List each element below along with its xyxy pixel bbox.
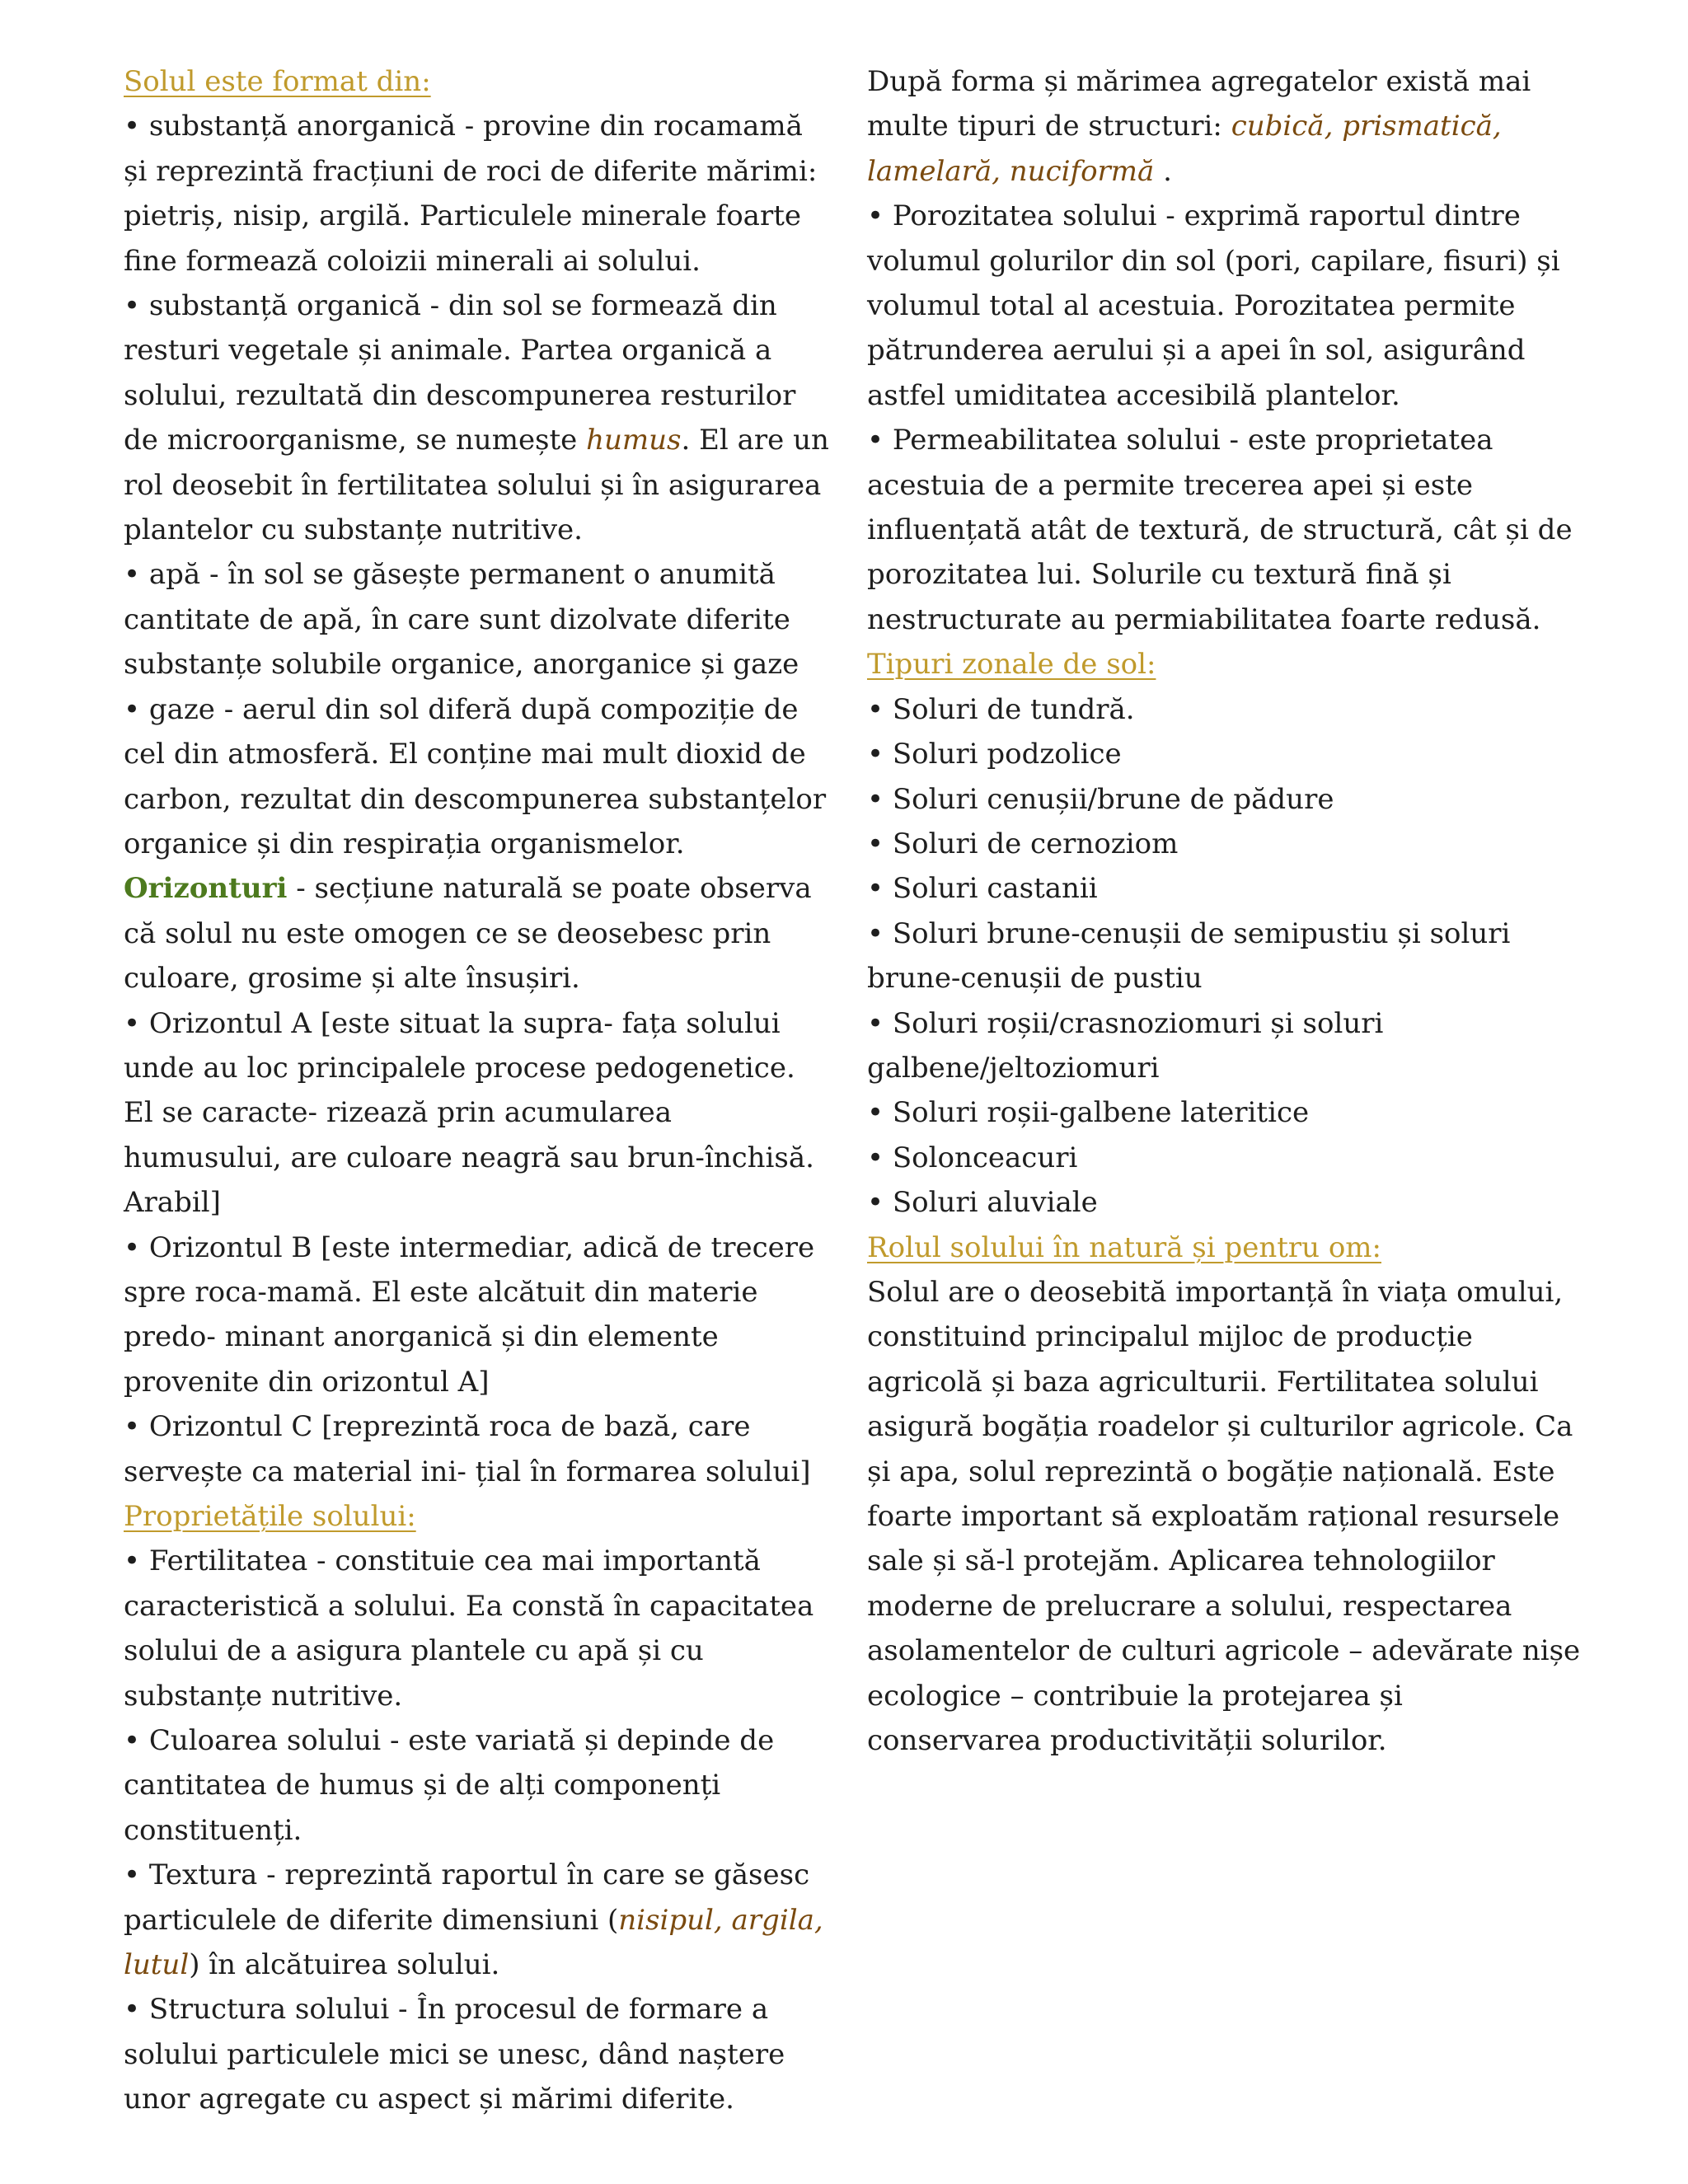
list-item: • Soluri podzolice xyxy=(867,738,1122,771)
organic-text-b: . El are un rol deosebit în fertilitatea solului și în asigurarea plantelor cu substanțe nutritive. xyxy=(124,424,829,547)
highlight-texture-components: nisipul, argila, lutul xyxy=(124,1903,823,1982)
paragraph-horizon-b: • Orizontul B [este intermediar, adică de trecere spre roca-mamă. El este alcătuit din materie predo- minant anorganică și din elemente provenite din orizontul A] xyxy=(124,1230,815,1399)
term-orizonturi: Orizonturi xyxy=(124,872,288,906)
paragraph-gases: • gaze - aerul din sol diferă după compoziție de cel din atmosferă. El conține mai mult dioxid de carbon, rezultat din descompunerea substanțelor organice și din respirația organismelor. xyxy=(124,692,827,860)
horizons-text: - secțiune naturală se poate observa că solul nu este omogen ce se deosebesc prin culoare, grosime și alte însușiri. xyxy=(124,872,812,996)
list-item: • Soluri de cernoziom xyxy=(867,827,1179,860)
highlight-structure-types: cubică, prismatică, lamelară, nuciformă xyxy=(867,110,1502,188)
paragraph-organic-substance xyxy=(124,284,832,552)
paragraph-color: • Culoarea solului - este variată și depinde de cantitatea de humus și de alți componenți constituenți. xyxy=(124,1724,775,1847)
left-column xyxy=(124,59,832,2122)
paragraph-fertility: • Fertilitatea - constituie cea mai importantă caracteristică a solului. Ea constă în capacitatea solului de a asigura plantele cu apă și cu substanțe nutritive. xyxy=(124,1544,814,1713)
texture-text-b: ) în alcătuirea solului. xyxy=(189,1948,500,1982)
highlight-humus: humus xyxy=(586,424,682,457)
list-item: • Soluri de tundră. xyxy=(867,692,1135,726)
structure-types-text-a: După forma și mărimea agregatelor există mai multe tipuri de structuri: xyxy=(867,65,1531,143)
paragraph-horizons xyxy=(124,866,832,1001)
paragraph-soil-role: Solul are o deosebită importanță în viața omului, constituind principalul mijloc de producție agricolă și baza agriculturii. Fertilitatea solului asigură bogăția roadelor și culturilor agricole. Ca și apa, solul reprezintă o bogăție națională. Este foarte important să exploatăm rațional resursele sale și să-l protejăm. Aplicarea tehnologiilor moderne de prelucrare a solului, respectarea asolamentelor de culturi agricole – adevărate nișe ecologice – contribuie la protejarea și conservarea productivității solurilor. xyxy=(867,1275,1581,1758)
paragraph-horizon-c: • Orizontul C [reprezintă roca de bază, care servește ca material ini- țial în formarea solului] xyxy=(124,1410,811,1488)
list-item: • Solonceacuri xyxy=(867,1141,1078,1174)
heading-zonal-soil-types: Tipuri zonale de sol: xyxy=(867,648,1156,682)
paragraph-inorganic-substance: • substanță anorganică - provine din rocamamă și reprezintă fracțiuni de roci de diferite mărimi: pietriș, nisip, argilă. Particulele minerale foarte fine formează coloizii minerali ai solului. xyxy=(124,110,818,278)
heading-soil-properties: Proprietățile solului: xyxy=(124,1500,416,1533)
paragraph-texture xyxy=(124,1853,832,1987)
paragraph-permeability: • Permeabilitatea solului - este proprietatea acestuia de a permite trecerea apei și este influențată atât de textură, de structură, cât și de porozitatea lui. Solurile cu textură fină și nestructurate au permiabilitatea foarte redusă. xyxy=(867,424,1573,636)
organic-text-a: • substanță organică - din sol se formează din resturi vegetale și animale. Partea organică a solului, rezultată din descompunerea resturilor de microorganisme, se numește xyxy=(124,289,796,457)
paragraph-structure-types xyxy=(867,59,1584,194)
soil-types-list xyxy=(867,687,1584,1226)
structure-types-text-b: . xyxy=(1154,154,1172,188)
list-item: • Soluri cenușii/brune de pădure xyxy=(867,782,1334,816)
heading-soil-composition: Solul este format din: xyxy=(124,65,431,98)
list-item: • Soluri aluviale xyxy=(867,1186,1098,1220)
list-item: • Soluri roșii-galbene lateritice xyxy=(867,1096,1310,1130)
paragraph-water: • apă - în sol se găsește permanent o anumită cantitate de apă, în care sunt dizolvate diferite substanțe solubile organice, anorganice și gaze xyxy=(124,558,799,682)
heading-soil-role: Rolul solului în natură și pentru om: xyxy=(867,1230,1382,1264)
paragraph-horizon-a: • Orizontul A [este situat la supra- fața solului unde au loc principalele procese pedogenetice. El se caracte- rizează prin acumularea humusului, are culoare neagră sau brun-închisă. Arabil] xyxy=(124,1006,814,1220)
right-column xyxy=(867,59,1584,1763)
list-item: • Soluri castanii xyxy=(867,872,1098,906)
paragraph-porosity: • Porozitatea solului - exprimă raportul dintre volumul golurilor din sol (pori, capilare, fisuri) și volumul total al acestuia. Porozitatea permite pătrunderea aerului și a apei în sol, asigurând astfel umiditatea accesibilă plantelor. xyxy=(867,199,1560,412)
list-item: • Soluri brune-cenușii de semipustiu și soluri brune-cenușii de pustiu xyxy=(867,916,1511,996)
list-item: • Soluri roșii/crasnoziomuri și soluri galbene/jeltoziomuri xyxy=(867,1006,1384,1085)
texture-text-a: • Textura - reprezintă raportul în care se găsesc particulele de diferite dimensiuni ( xyxy=(124,1858,810,1937)
paragraph-structure: • Structura solului - În procesul de formare a solului particulele mici se unesc, dând naștere unor agregate cu aspect și mărimi diferite. xyxy=(124,1993,785,2116)
